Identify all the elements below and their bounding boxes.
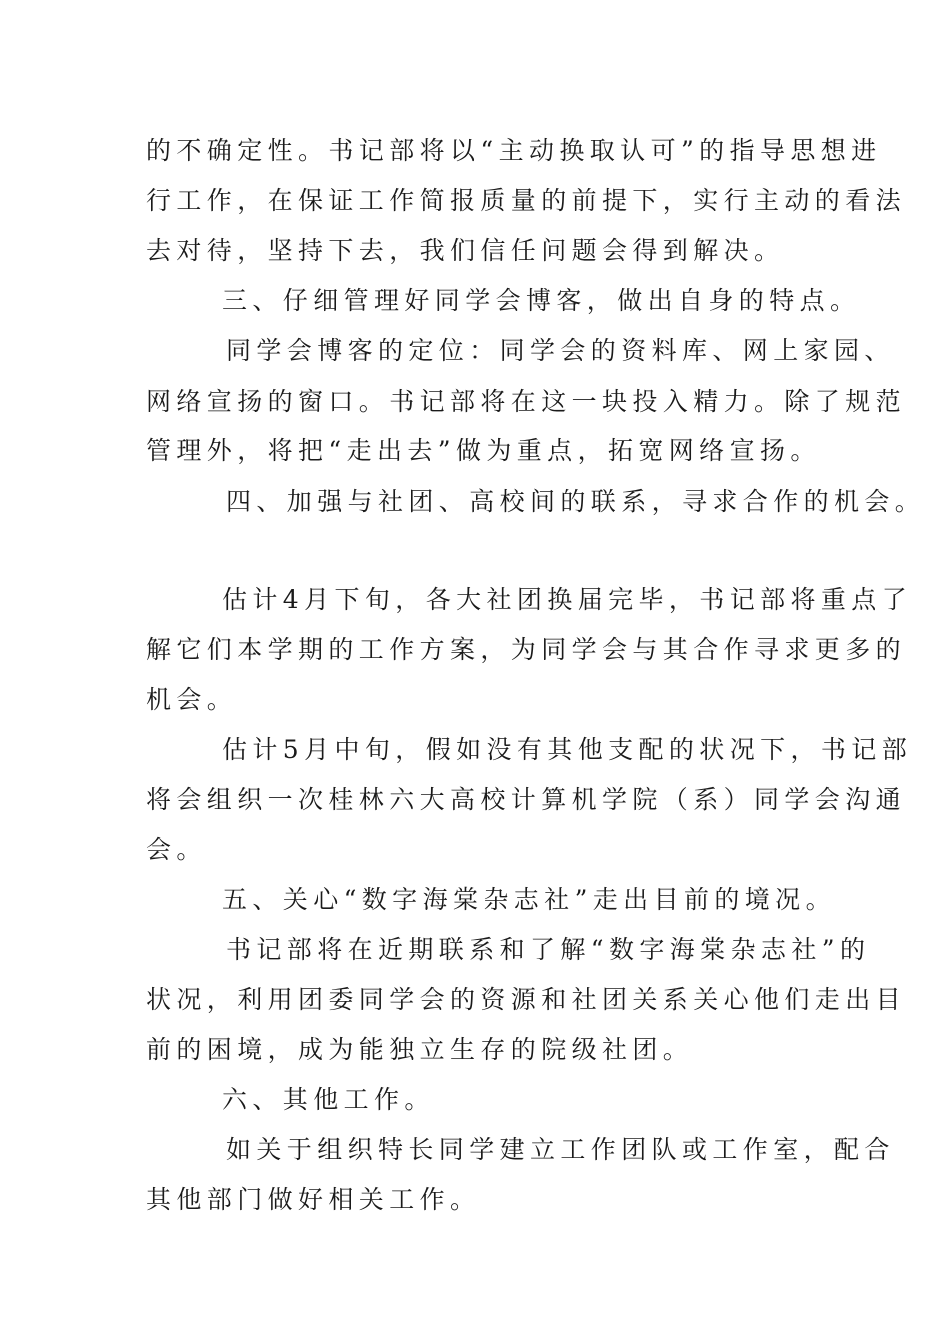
body-text-line: 如关于组织特长同学建立工作团队或工作室，配合 (226, 1135, 895, 1164)
body-text-line: 行工作，在保证工作简报质量的前提下，实行主动的看法 (146, 186, 907, 215)
section-heading: 三、仔细管理好同学会博客，做出自身的特点。 (222, 286, 861, 315)
body-text-line: 机会。 (146, 685, 238, 714)
body-text-line: 的不确定性。书记部将以“主动换取认可”的指导思想进 (146, 136, 882, 165)
section-heading: 四、加强与社团、高校间的联系，寻求合作的机会。 (226, 487, 926, 516)
body-text-line: 会。 (146, 835, 207, 864)
body-text-line: 管理外，将把“走出去”做为重点，拓宽网络宣扬。 (146, 436, 821, 465)
body-text-line: 状况，利用团委同学会的资源和社团关系关心他们走出目 (146, 985, 907, 1014)
section-heading: 六、其他工作。 (222, 1085, 435, 1114)
body-text-line: 网络宣扬的窗口。书记部将在这一块投入精力。除了规范 (146, 387, 907, 416)
body-text-line: 去对待，坚持下去，我们信任问题会得到解决。 (146, 236, 785, 265)
body-text-line: 同学会博客的定位：同学会的资料库、网上家园、 (226, 336, 895, 365)
body-text-line: 解它们本学期的工作方案，为同学会与其合作寻求更多的 (146, 635, 907, 664)
body-text-line: 前的困境，成为能独立生存的院级社团。 (146, 1035, 694, 1064)
section-heading: 五、关心“数字海棠杂志社”走出目前的境况。 (222, 885, 836, 914)
body-text-line: 书记部将在近期联系和了解“数字海棠杂志社”的 (226, 935, 871, 964)
body-text-line: 其他部门做好相关工作。 (146, 1185, 481, 1214)
body-text-line: 估计4月下旬，各大社团换届完毕，书记部将重点了 (222, 585, 913, 614)
body-text-line: 将会组织一次桂林六大高校计算机学院（系）同学会沟通 (146, 785, 907, 814)
body-text-line: 估计5月中旬，假如没有其他支配的状况下，书记部 (222, 735, 913, 764)
